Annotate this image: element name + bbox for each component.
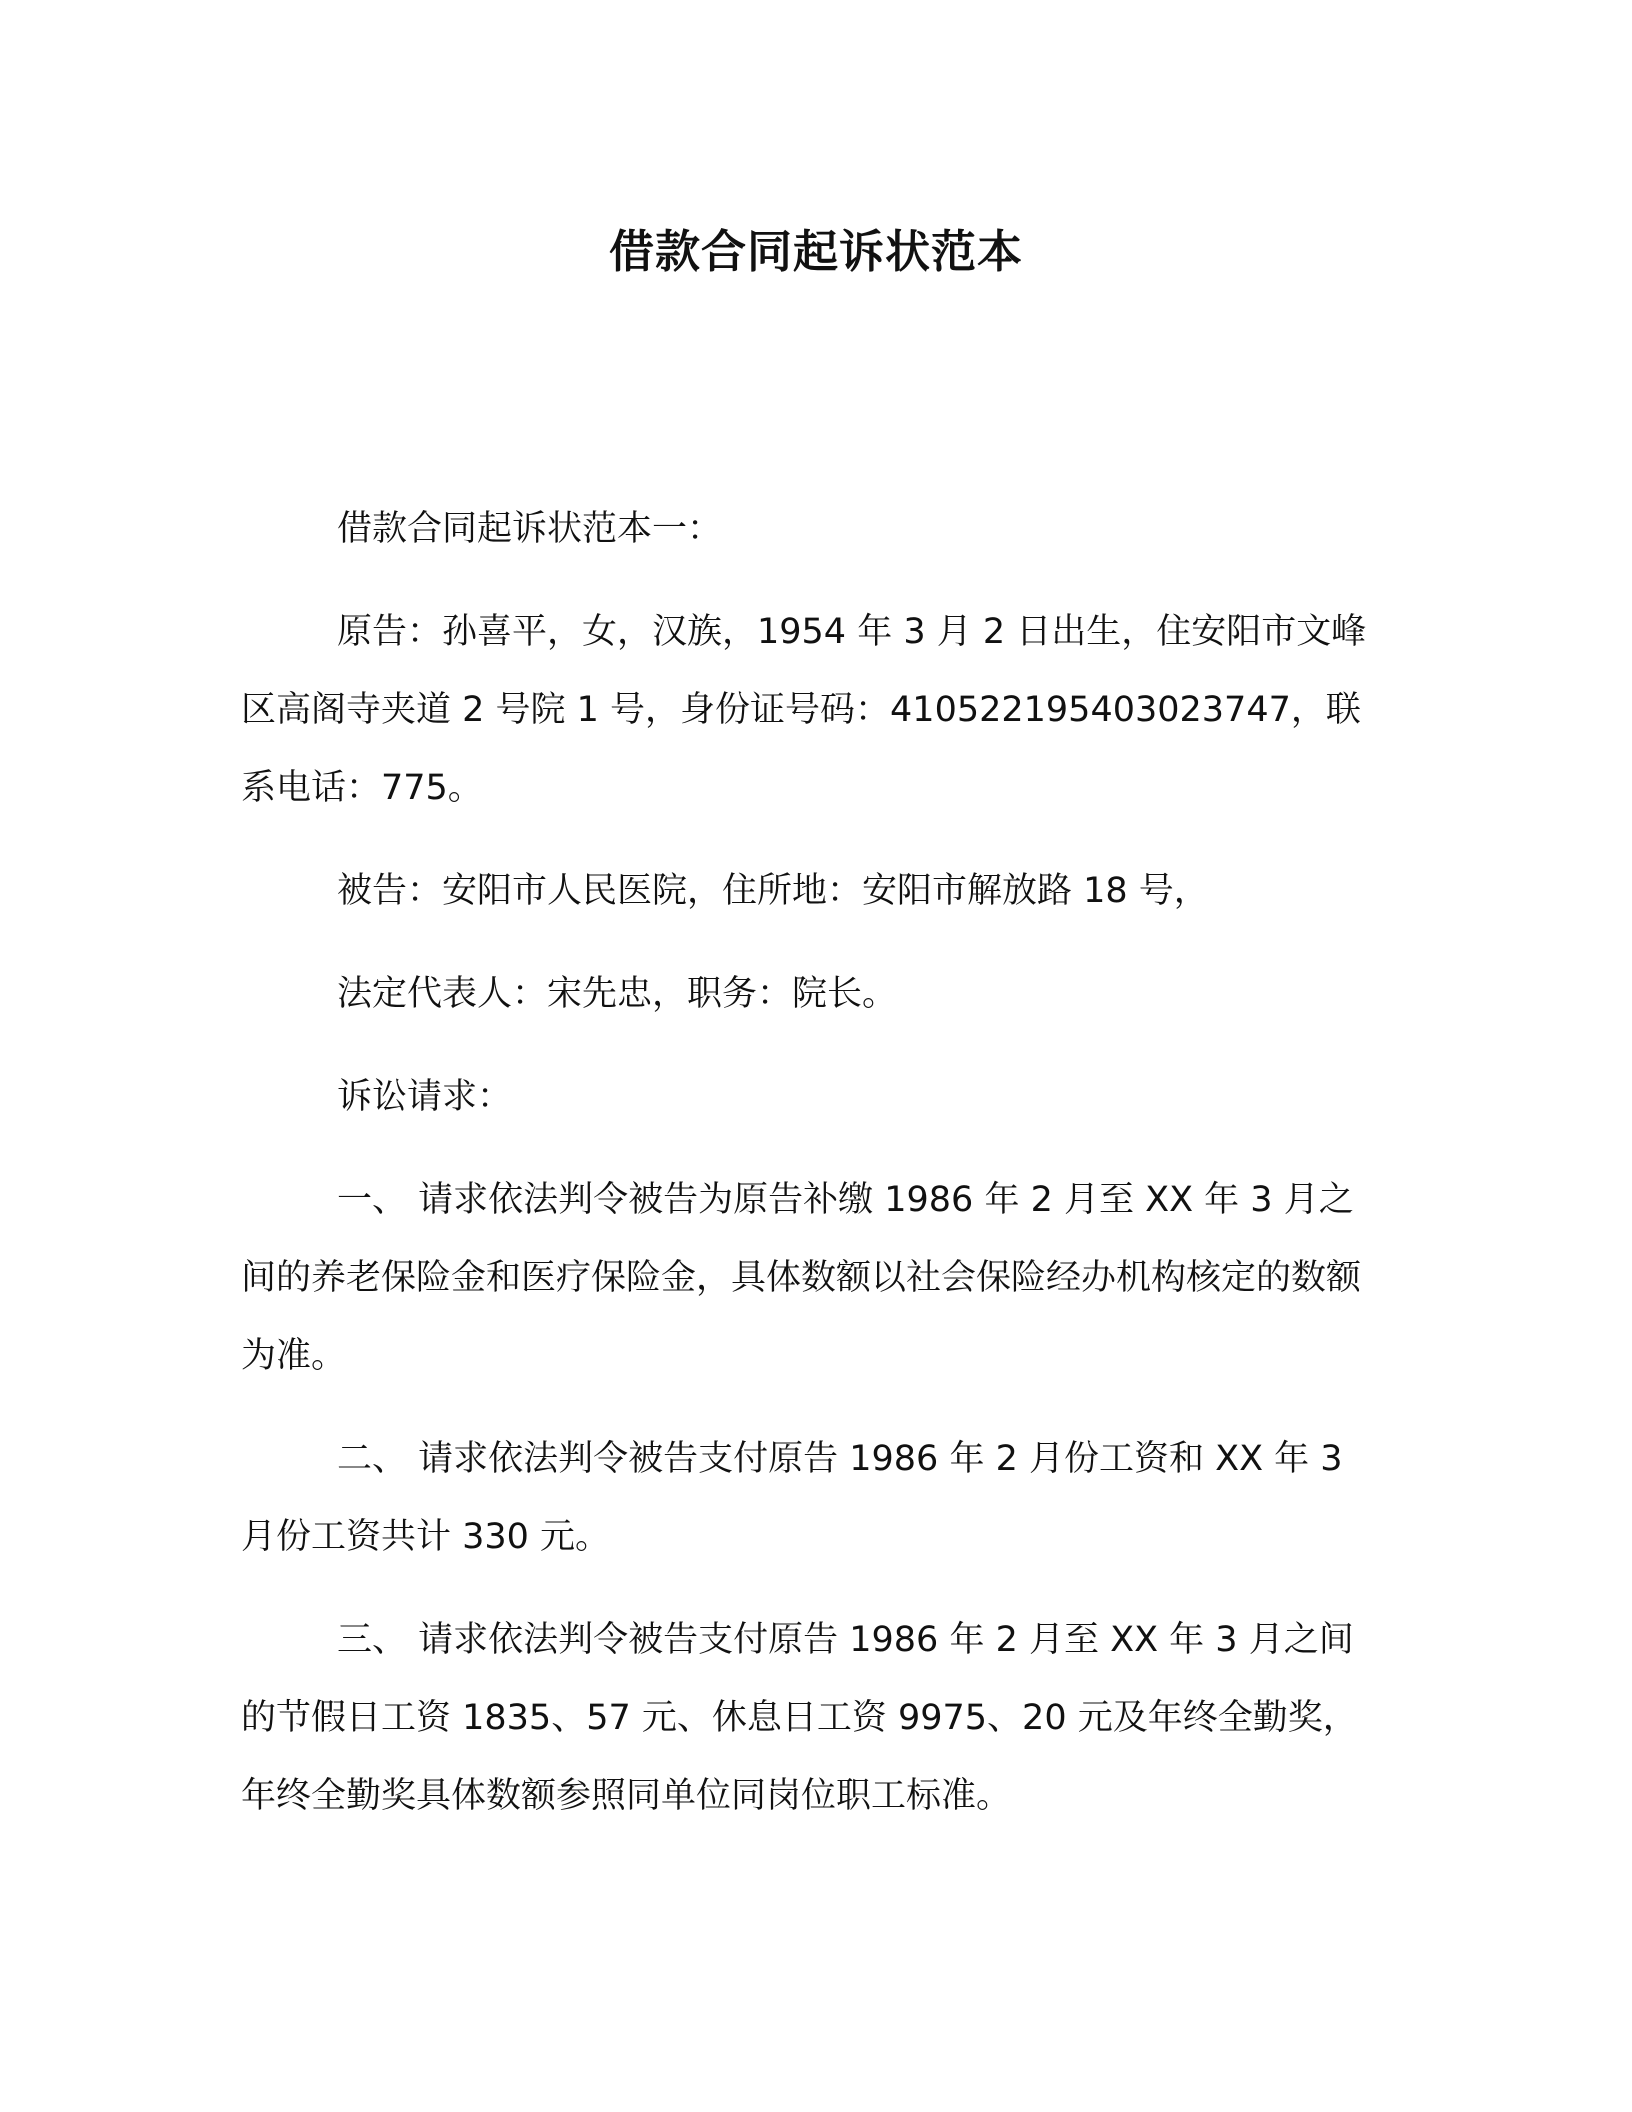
claim-3-paragraph: 三、 请求依法判令被告支付原告 1986 年 2 月至 XX 年 3 月之间的节假日工资 1835、57 元、休息日工资 9975、20 元及年终全勤奖，年终全勤奖具体数额参照同单位同岗位职工标准。: [241, 1620, 1358, 1816]
document-title: 借款合同起诉状范本: [608, 225, 1023, 278]
claims-heading: 诉讼请求：: [337, 1077, 513, 1117]
claim-2-paragraph: 二、 请求依法判令被告支付原告 1986 年 2 月份工资和 XX 年 3 月份工资共计 330 元。: [241, 1439, 1343, 1557]
document-body: [241, 490, 1381, 1860]
section-heading: 借款合同起诉状范本一：: [337, 509, 723, 549]
claim-1-paragraph: 一、 请求依法判令被告为原告补缴 1986 年 2 月至 XX 年 3 月之间的养老保险金和医疗保险金，具体数额以社会保险经办机构核定的数额为准。: [241, 1180, 1362, 1376]
plaintiff-paragraph: 原告：孙喜平，女，汉族，1954 年 3 月 2 日出生，住安阳市文峰区高阁寺夹道 2 号院 1 号，身份证号码：410522195403023747，联系电话：775。: [241, 612, 1367, 808]
defendant-paragraph: 被告：安阳市人民医院，住所地：安阳市解放路 18 号，: [337, 871, 1209, 911]
legal-representative-paragraph: 法定代表人：宋先忠，职务：院长。: [337, 974, 898, 1014]
